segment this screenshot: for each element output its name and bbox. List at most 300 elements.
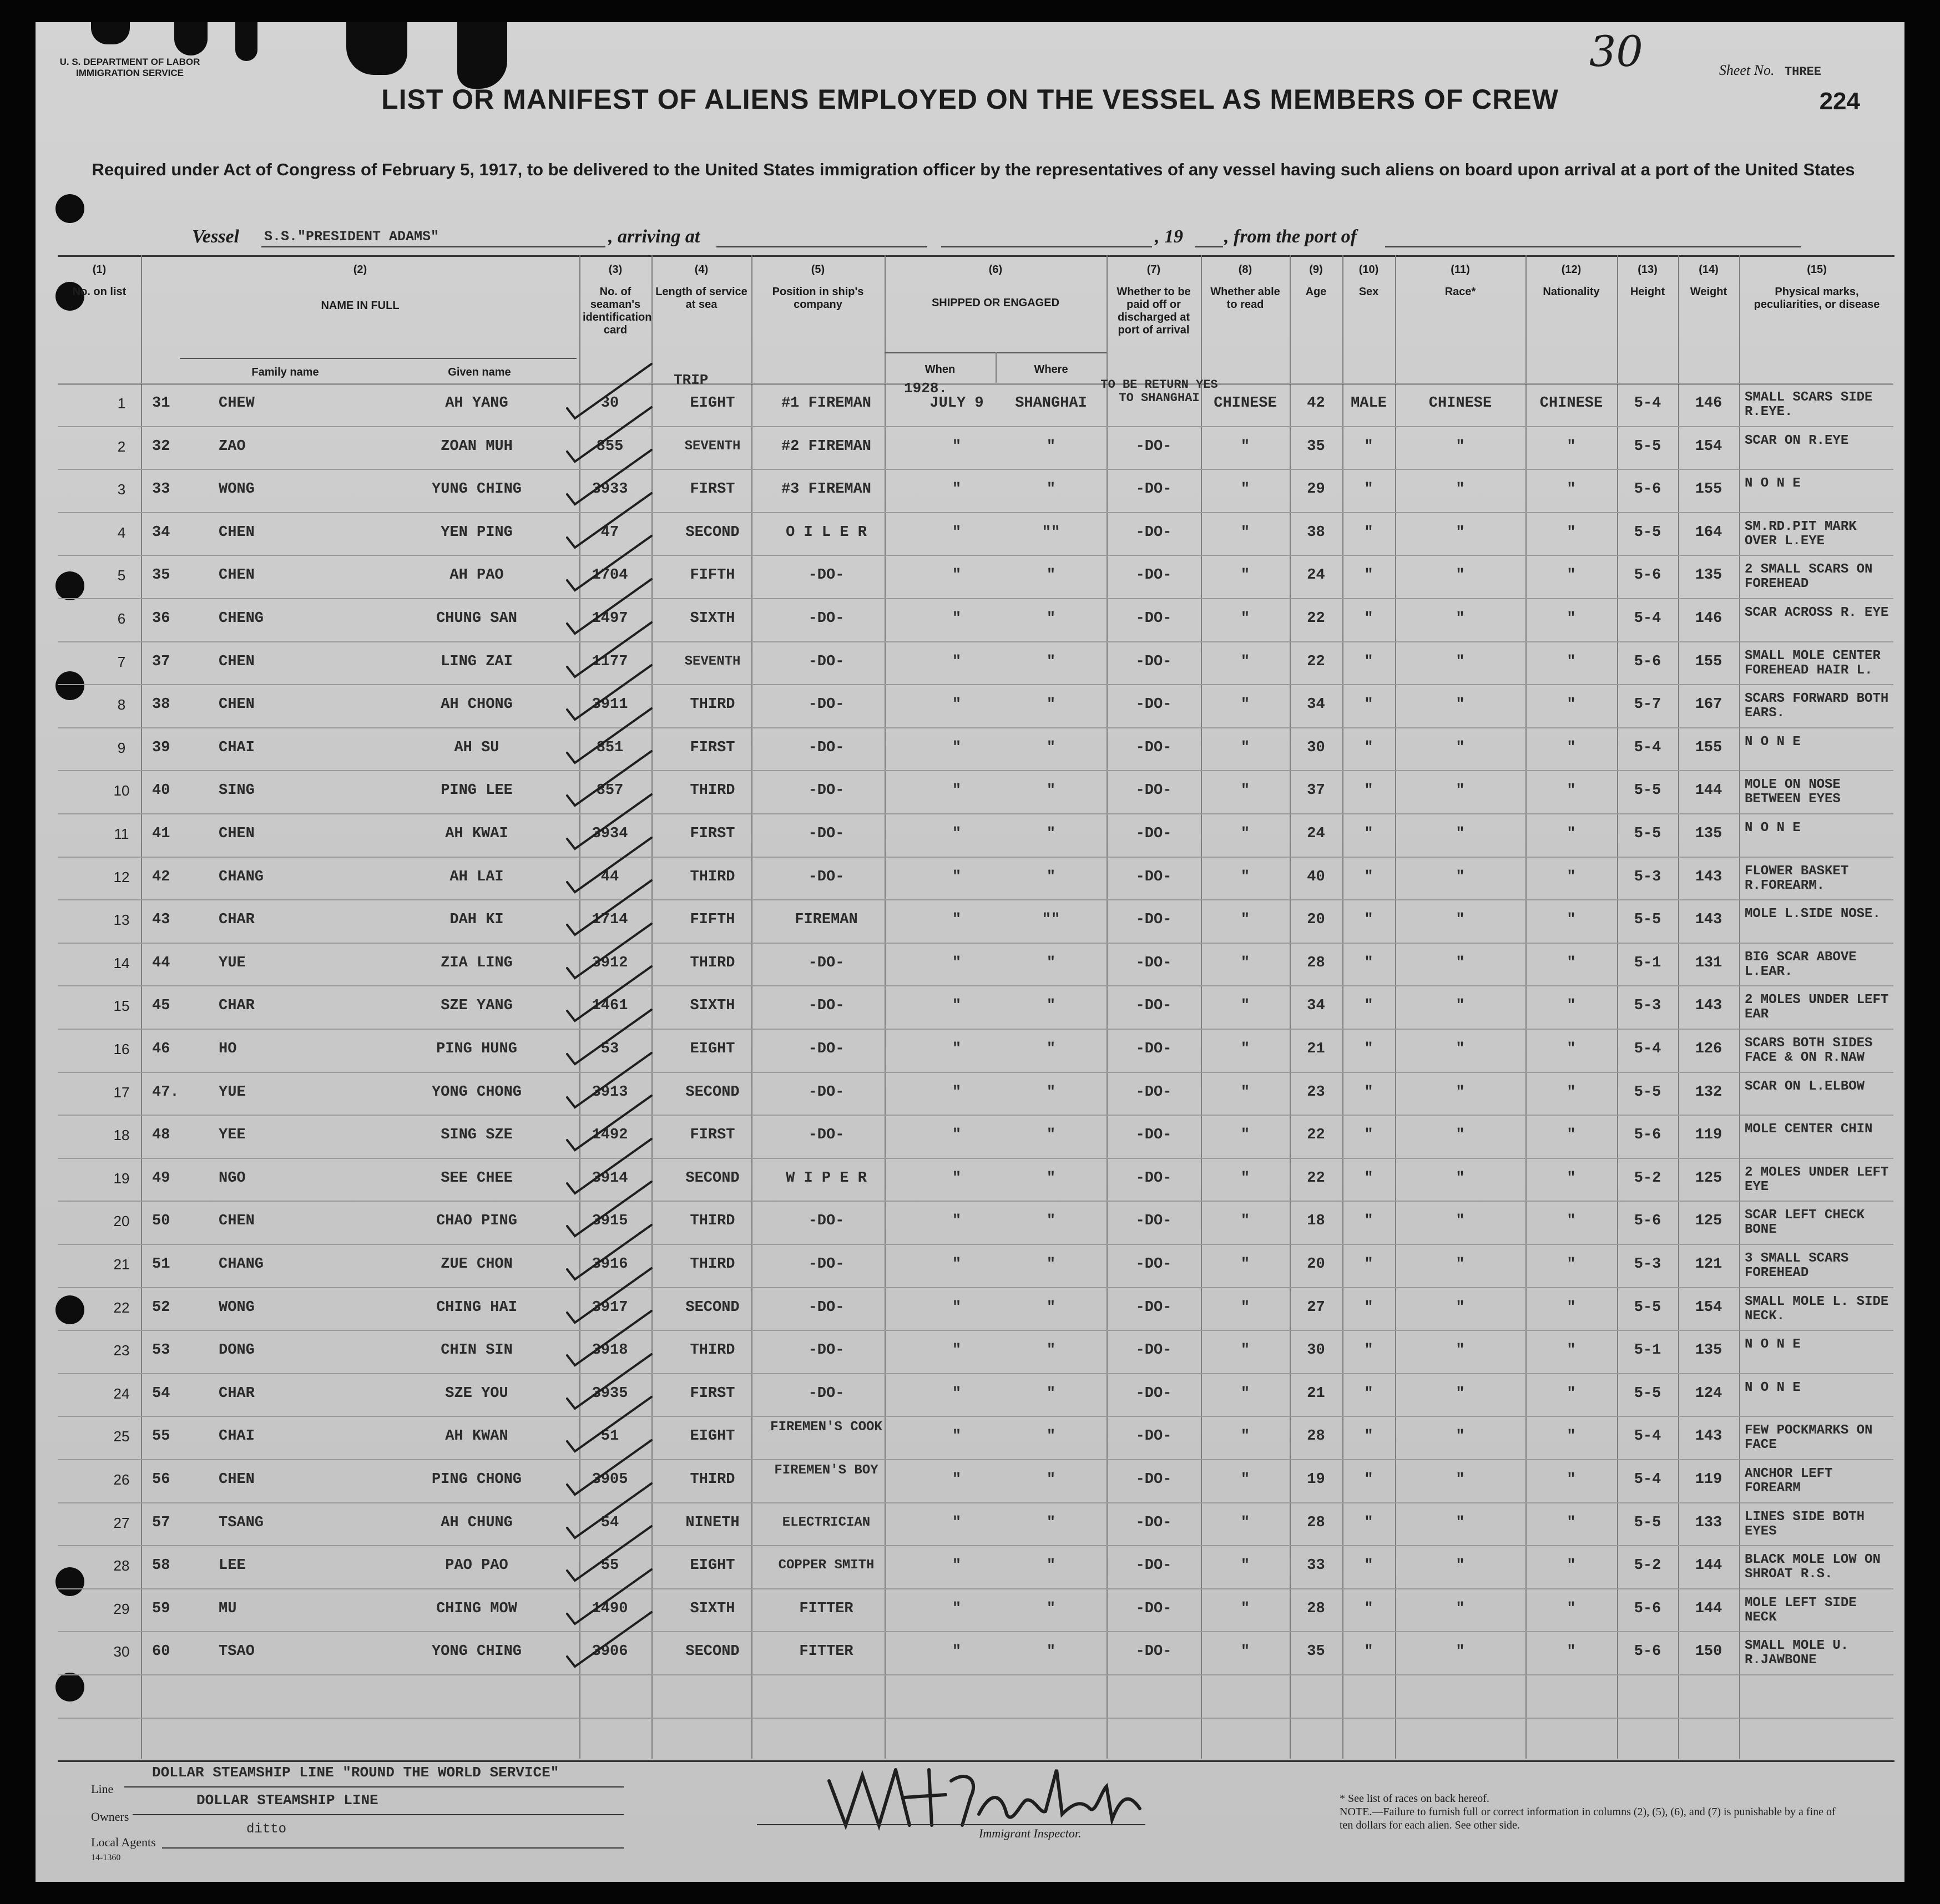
race: " bbox=[1456, 826, 1465, 842]
ship-position: W I P E R bbox=[786, 1169, 867, 1187]
shipped-when: " bbox=[952, 524, 962, 541]
weight: 119 bbox=[1695, 1127, 1722, 1144]
seaman-card-number: 1490 bbox=[592, 1600, 628, 1617]
given-name: PING HUNG bbox=[436, 1041, 517, 1057]
ship-position: #3 FIREMAN bbox=[781, 481, 872, 498]
physical-marks: SCAR ON L.ELBOW bbox=[1745, 1078, 1865, 1094]
shipped-where-header: Where bbox=[1034, 363, 1068, 376]
row-line-number: 15 bbox=[113, 997, 130, 1015]
column-label: Physical marks, peculiarities, or disease bbox=[1754, 286, 1880, 311]
able-to-read: " bbox=[1240, 610, 1250, 627]
row-rule bbox=[58, 857, 1893, 858]
given-name: PING LEE bbox=[441, 782, 513, 799]
sheet-label: Sheet No. bbox=[1719, 62, 1775, 78]
family-name: CHAR bbox=[219, 912, 255, 929]
length-of-service: SECOND bbox=[685, 1643, 740, 1660]
sex: " bbox=[1364, 1041, 1373, 1057]
height: 5-4 bbox=[1634, 1471, 1661, 1488]
height: 5-5 bbox=[1634, 1514, 1661, 1531]
seaman-card-number: 851 bbox=[596, 739, 624, 756]
row-list-number: 46 bbox=[152, 1041, 170, 1057]
given-name: YEN PING bbox=[441, 524, 513, 541]
weight: 135 bbox=[1695, 826, 1722, 842]
row-list-number: 59 bbox=[152, 1600, 170, 1617]
able-to-read: " bbox=[1240, 1041, 1250, 1057]
column-number: (1) bbox=[92, 264, 107, 276]
row-line-number: 6 bbox=[117, 610, 126, 627]
family-name: TSANG bbox=[219, 1514, 264, 1531]
shipped-when: " bbox=[952, 1385, 962, 1402]
seaman-card-number: 3905 bbox=[592, 1471, 628, 1488]
seaman-card-number: 53 bbox=[600, 1041, 619, 1057]
shipped-when: " bbox=[952, 1299, 962, 1316]
row-line-number: 30 bbox=[113, 1643, 130, 1660]
height: 5-6 bbox=[1634, 1600, 1661, 1617]
shipped-where: " bbox=[1046, 1471, 1056, 1488]
row-line-number: 1 bbox=[117, 395, 126, 412]
nationality: CHINESE bbox=[1539, 395, 1603, 412]
age: 28 bbox=[1307, 1514, 1325, 1531]
family-name: YEE bbox=[219, 1127, 246, 1144]
weight: 154 bbox=[1695, 1299, 1722, 1316]
shipped-when: " bbox=[952, 912, 962, 929]
length-of-service: THIRD bbox=[690, 954, 735, 971]
owners-underline bbox=[133, 1814, 624, 1815]
row-rule bbox=[58, 598, 1893, 599]
row-line-number: 28 bbox=[113, 1557, 130, 1574]
row-rule bbox=[58, 1718, 1893, 1719]
row-list-number: 48 bbox=[152, 1127, 170, 1144]
sex: " bbox=[1364, 1127, 1373, 1144]
age: 35 bbox=[1307, 1643, 1325, 1660]
race: " bbox=[1456, 782, 1465, 799]
length-of-service: SECOND bbox=[685, 1083, 740, 1101]
shipped-where: " bbox=[1046, 1428, 1056, 1445]
age: 20 bbox=[1307, 1256, 1325, 1273]
height: 5-5 bbox=[1634, 1299, 1661, 1316]
seaman-card-number: 3916 bbox=[592, 1256, 628, 1273]
row-rule bbox=[58, 1459, 1893, 1460]
family-name: CHANG bbox=[219, 1256, 264, 1273]
weight: 164 bbox=[1695, 524, 1722, 541]
shipped-when: " bbox=[952, 1342, 962, 1359]
age: 21 bbox=[1307, 1041, 1325, 1057]
row-list-number: 43 bbox=[152, 912, 170, 929]
weight: 146 bbox=[1695, 610, 1722, 627]
able-to-read: " bbox=[1240, 1169, 1250, 1187]
ink-blot bbox=[457, 22, 507, 89]
height: 5-1 bbox=[1634, 954, 1661, 971]
ship-position: -DO- bbox=[808, 954, 845, 971]
race: " bbox=[1456, 610, 1465, 627]
height: 5-6 bbox=[1634, 567, 1661, 584]
shipped-when: " bbox=[952, 481, 962, 498]
seaman-card-number: 1714 bbox=[592, 912, 628, 929]
age: 28 bbox=[1307, 1600, 1325, 1617]
shipped-when: " bbox=[952, 567, 962, 584]
shipped-where: " bbox=[1046, 1083, 1056, 1101]
inspector-underline bbox=[757, 1824, 1145, 1825]
physical-marks: MOLE LEFT SIDE NECK bbox=[1745, 1595, 1857, 1625]
weight: 154 bbox=[1695, 438, 1722, 455]
ship-position: -DO- bbox=[808, 868, 845, 885]
height: 5-7 bbox=[1634, 696, 1661, 713]
nationality: " bbox=[1567, 739, 1576, 756]
row-rule bbox=[58, 555, 1893, 556]
paid-off-status: -DO- bbox=[1135, 1127, 1172, 1144]
shipped-when: " bbox=[952, 1643, 962, 1660]
shipped-where: " bbox=[1046, 1643, 1056, 1660]
weight: 144 bbox=[1695, 1557, 1722, 1574]
race: " bbox=[1456, 1041, 1465, 1057]
shipped-where: " bbox=[1046, 481, 1056, 498]
height: 5-4 bbox=[1634, 610, 1661, 627]
row-line-number: 3 bbox=[117, 481, 126, 498]
ink-blot bbox=[235, 22, 257, 61]
length-of-service: EIGHT bbox=[690, 1428, 735, 1445]
length-of-service: THIRD bbox=[690, 1471, 735, 1488]
length-of-service: THIRD bbox=[690, 868, 735, 885]
paid-off-status: -DO- bbox=[1135, 997, 1172, 1015]
row-line-number: 17 bbox=[113, 1083, 130, 1101]
given-name: ZUE CHON bbox=[441, 1256, 513, 1273]
height: 5-2 bbox=[1634, 1169, 1661, 1187]
given-name-header: Given name bbox=[448, 366, 511, 378]
shipped-where: " bbox=[1046, 1213, 1056, 1230]
nationality: " bbox=[1567, 567, 1576, 584]
family-name: WONG bbox=[219, 1299, 255, 1316]
shipped-when: " bbox=[952, 997, 962, 1015]
row-line-number: 11 bbox=[114, 826, 129, 842]
vessel-label: Vessel bbox=[192, 226, 239, 247]
family-name: WONG bbox=[219, 481, 255, 498]
owners-value: DOLLAR STEAMSHIP LINE bbox=[196, 1792, 378, 1809]
row-rule bbox=[58, 469, 1893, 470]
row-line-number: 20 bbox=[113, 1213, 130, 1230]
shipped-where: SHANGHAI bbox=[1015, 395, 1087, 412]
row-list-number: 38 bbox=[152, 696, 170, 713]
column-label: Age bbox=[1305, 286, 1327, 298]
family-name: SING bbox=[219, 782, 255, 799]
shipped-when: " bbox=[952, 782, 962, 799]
nationality: " bbox=[1567, 1299, 1576, 1316]
row-list-number: 53 bbox=[152, 1342, 170, 1359]
sex: " bbox=[1364, 653, 1373, 670]
row-line-number: 19 bbox=[113, 1169, 130, 1187]
able-to-read: " bbox=[1240, 1600, 1250, 1617]
family-name: CHEN bbox=[219, 696, 255, 713]
seaman-card-number: 30 bbox=[600, 395, 619, 412]
weight: 125 bbox=[1695, 1169, 1722, 1187]
service-trip-label: TRIP bbox=[674, 372, 709, 388]
family-name: CHENG bbox=[219, 610, 264, 627]
department-name: U. S. DEPARTMENT OF LABOR bbox=[59, 57, 200, 67]
seaman-card-number: 3914 bbox=[592, 1169, 628, 1187]
name-subheader-rule bbox=[180, 358, 577, 359]
column-number: (3) bbox=[608, 264, 623, 276]
nationality: " bbox=[1567, 1127, 1576, 1144]
age: 34 bbox=[1307, 997, 1325, 1015]
arriving-underline bbox=[716, 246, 927, 247]
sex: " bbox=[1364, 868, 1373, 885]
weight: 144 bbox=[1695, 1600, 1722, 1617]
row-list-number: 44 bbox=[152, 954, 170, 971]
physical-marks: SCAR ON R.EYE bbox=[1745, 433, 1849, 448]
race: " bbox=[1456, 1385, 1465, 1402]
line-value: DOLLAR STEAMSHIP LINE "ROUND THE WORLD SERVICE" bbox=[152, 1764, 559, 1781]
nationality: " bbox=[1567, 912, 1576, 929]
seaman-card-number: 44 bbox=[600, 868, 619, 885]
given-name: PING CHONG bbox=[431, 1471, 522, 1488]
age: 40 bbox=[1307, 868, 1325, 885]
shipped-where: " bbox=[1046, 1169, 1056, 1187]
column-label: Whether able to read bbox=[1210, 286, 1280, 311]
physical-marks: SMALL SCARS SIDE R.EYE. bbox=[1745, 390, 1873, 419]
shipped-when: " bbox=[952, 1041, 962, 1057]
row-line-number: 26 bbox=[113, 1471, 130, 1488]
able-to-read: " bbox=[1240, 1256, 1250, 1273]
age: 22 bbox=[1307, 1127, 1325, 1144]
sex: " bbox=[1364, 912, 1373, 929]
given-name: CHING HAI bbox=[436, 1299, 517, 1316]
nationality: " bbox=[1567, 524, 1576, 541]
row-list-number: 60 bbox=[152, 1643, 170, 1660]
paid-off-status: -DO- bbox=[1135, 782, 1172, 799]
weight: 167 bbox=[1695, 696, 1722, 713]
length-of-service: SEVENTH bbox=[684, 438, 741, 454]
race: " bbox=[1456, 1299, 1465, 1316]
age: 42 bbox=[1307, 395, 1325, 412]
row-line-number: 10 bbox=[113, 782, 130, 799]
given-name: DAH KI bbox=[449, 912, 504, 929]
race: " bbox=[1456, 912, 1465, 929]
sex: " bbox=[1364, 524, 1373, 541]
nationality: " bbox=[1567, 782, 1576, 799]
shipped-where: " bbox=[1046, 1299, 1056, 1316]
row-line-number: 13 bbox=[113, 912, 130, 929]
sex: " bbox=[1364, 1169, 1373, 1187]
race: " bbox=[1456, 438, 1465, 455]
seaman-card-number: 3912 bbox=[592, 954, 628, 971]
height: 5-3 bbox=[1634, 997, 1661, 1015]
race: " bbox=[1456, 696, 1465, 713]
physical-marks: N O N E bbox=[1745, 821, 1801, 835]
row-rule bbox=[58, 1416, 1893, 1417]
shipped-where: " bbox=[1046, 868, 1056, 885]
given-name: SZE YANG bbox=[441, 997, 513, 1015]
agents-label: Local Agents bbox=[91, 1835, 156, 1849]
shipped-when: " bbox=[952, 1514, 962, 1531]
able-to-read: " bbox=[1240, 912, 1250, 929]
given-name: AH LAI bbox=[449, 868, 504, 885]
column-number: (10) bbox=[1358, 264, 1379, 276]
able-to-read: " bbox=[1240, 1428, 1250, 1445]
shipped-when: " bbox=[952, 610, 962, 627]
ship-position: #1 FIREMAN bbox=[781, 395, 872, 412]
vessel-line bbox=[192, 226, 1885, 249]
physical-marks: 2 MOLES UNDER LEFT EYE bbox=[1745, 1164, 1889, 1194]
weight: 155 bbox=[1695, 481, 1722, 498]
row-line-number: 24 bbox=[113, 1385, 130, 1402]
nationality: " bbox=[1567, 1428, 1576, 1445]
row-rule bbox=[58, 1330, 1893, 1331]
shipped-where: " bbox=[1046, 954, 1056, 971]
able-to-read: " bbox=[1240, 1385, 1250, 1402]
row-line-number: 22 bbox=[113, 1299, 130, 1316]
length-of-service: THIRD bbox=[690, 1213, 735, 1230]
sex: " bbox=[1364, 696, 1373, 713]
weight: 133 bbox=[1695, 1514, 1722, 1531]
nationality: " bbox=[1567, 1256, 1576, 1273]
paid-off-status: -DO- bbox=[1135, 1213, 1172, 1230]
row-line-number: 29 bbox=[113, 1600, 130, 1617]
ship-position: #2 FIREMAN bbox=[781, 438, 872, 455]
given-name: AH CHONG bbox=[441, 696, 513, 713]
height: 5-6 bbox=[1634, 1213, 1661, 1230]
arriving-label: , arriving at bbox=[608, 226, 700, 247]
age: 22 bbox=[1307, 610, 1325, 627]
paid-off-status: -DO- bbox=[1135, 1600, 1172, 1617]
length-of-service: EIGHT bbox=[690, 395, 735, 412]
ship-position: -DO- bbox=[808, 1385, 845, 1402]
length-of-service: FIRST bbox=[690, 1127, 735, 1144]
given-name: CHUNG SAN bbox=[436, 610, 517, 627]
weight: 131 bbox=[1695, 954, 1722, 971]
weight: 143 bbox=[1695, 868, 1722, 885]
nationality: " bbox=[1567, 1213, 1576, 1230]
physical-marks: N O N E bbox=[1745, 476, 1801, 492]
row-rule bbox=[58, 383, 1893, 384]
length-of-service: EIGHT bbox=[690, 1041, 735, 1057]
sex: " bbox=[1364, 1299, 1373, 1316]
seaman-card-number: 3906 bbox=[592, 1643, 628, 1660]
nationality: " bbox=[1567, 1514, 1576, 1531]
row-list-number: 54 bbox=[152, 1385, 170, 1402]
row-rule bbox=[58, 1072, 1893, 1073]
shipped-when: " bbox=[952, 1557, 962, 1574]
row-list-number: 52 bbox=[152, 1299, 170, 1316]
owners-label: Owners bbox=[91, 1810, 129, 1824]
shipped-where: " bbox=[1046, 1041, 1056, 1057]
given-name: AH PAO bbox=[449, 567, 504, 584]
shipped-when: " bbox=[952, 1213, 962, 1230]
physical-marks: LINES SIDE BOTH EYES bbox=[1745, 1509, 1865, 1539]
ship-position: FITTER bbox=[799, 1643, 853, 1660]
row-list-number: 40 bbox=[152, 782, 170, 799]
row-list-number: 56 bbox=[152, 1471, 170, 1488]
weight: 155 bbox=[1695, 739, 1722, 756]
shipped-where: " bbox=[1046, 1342, 1056, 1359]
race: " bbox=[1456, 1643, 1465, 1660]
column-label: Whether to be paid off or discharged at port of arrival bbox=[1116, 286, 1191, 336]
row-line-number: 14 bbox=[113, 954, 130, 971]
shipped-where: "" bbox=[1042, 912, 1060, 929]
column-label: Length of service at sea bbox=[655, 286, 747, 311]
column-number: (14) bbox=[1699, 264, 1719, 276]
family-name: CHAR bbox=[219, 1385, 255, 1402]
page-subtitle: Required under Act of Congress of February 5, 1917, to be delivered to the United States immigration officer by the representatives of any vessel having such aliens on board upon arrival at a port of the United States bbox=[92, 160, 1855, 179]
check-mark bbox=[563, 1609, 657, 1670]
column-number: (13) bbox=[1638, 264, 1658, 276]
physical-marks: SMALL MOLE U. R.JAWBONE bbox=[1745, 1638, 1849, 1668]
height: 5-5 bbox=[1634, 826, 1661, 842]
sex: " bbox=[1364, 739, 1373, 756]
row-rule bbox=[58, 727, 1893, 728]
shipped-when: " bbox=[952, 696, 962, 713]
able-to-read: " bbox=[1240, 1213, 1250, 1230]
shipped-where: " bbox=[1046, 739, 1056, 756]
nationality: " bbox=[1567, 868, 1576, 885]
row-rule bbox=[58, 1029, 1893, 1030]
paid-off-status: -DO- bbox=[1135, 1256, 1172, 1273]
ship-position: -DO- bbox=[808, 1127, 845, 1144]
ship-position: -DO- bbox=[808, 1083, 845, 1101]
family-name: CHEN bbox=[219, 1471, 255, 1488]
paid-off-status: -DO- bbox=[1135, 1471, 1172, 1488]
paid-off-status: -DO- bbox=[1135, 567, 1172, 584]
age: 24 bbox=[1307, 826, 1325, 842]
weight: 143 bbox=[1695, 1428, 1722, 1445]
ship-position: FIREMEN'S COOK bbox=[770, 1420, 882, 1435]
agents-underline bbox=[162, 1847, 624, 1849]
races-note: * See list of races on back hereof. bbox=[1340, 1792, 1489, 1805]
row-rule bbox=[58, 985, 1893, 986]
race: " bbox=[1456, 1256, 1465, 1273]
age: 38 bbox=[1307, 524, 1325, 541]
shipped-where: " bbox=[1046, 1514, 1056, 1531]
able-to-read: " bbox=[1240, 868, 1250, 885]
sex: " bbox=[1364, 954, 1373, 971]
weight: 124 bbox=[1695, 1385, 1722, 1402]
sex: " bbox=[1364, 1342, 1373, 1359]
age: 29 bbox=[1307, 481, 1325, 498]
sex: " bbox=[1364, 1083, 1373, 1101]
row-line-number: 8 bbox=[117, 696, 126, 713]
weight: 135 bbox=[1695, 567, 1722, 584]
weight: 126 bbox=[1695, 1041, 1722, 1057]
able-to-read: " bbox=[1240, 567, 1250, 584]
weight: 146 bbox=[1695, 395, 1722, 412]
given-name: PAO PAO bbox=[445, 1557, 508, 1574]
sex: " bbox=[1364, 1428, 1373, 1445]
seaman-card-number: 3913 bbox=[592, 1083, 628, 1101]
age: 24 bbox=[1307, 567, 1325, 584]
seaman-card-number: 3911 bbox=[592, 696, 628, 713]
family-name: CHAR bbox=[219, 997, 255, 1015]
race: " bbox=[1456, 1514, 1465, 1531]
able-to-read: " bbox=[1240, 696, 1250, 713]
row-list-number: 36 bbox=[152, 610, 170, 627]
column-number: (15) bbox=[1807, 264, 1827, 276]
row-rule bbox=[58, 1545, 1893, 1546]
column-number: (4) bbox=[694, 264, 709, 276]
length-of-service: FIRST bbox=[690, 1385, 735, 1402]
physical-marks: BIG SCAR ABOVE L.EAR. bbox=[1745, 949, 1857, 979]
given-name: AH YANG bbox=[445, 395, 508, 412]
paid-off-status: -DO- bbox=[1135, 826, 1172, 842]
height: 5-5 bbox=[1634, 438, 1661, 455]
shipped-year: 1928. bbox=[904, 380, 948, 397]
sex: " bbox=[1364, 826, 1373, 842]
paid-off-status: -DO- bbox=[1135, 524, 1172, 541]
given-name: AH SU bbox=[454, 739, 499, 756]
row-list-number: 37 bbox=[152, 653, 170, 670]
shipped-when: " bbox=[952, 739, 962, 756]
paid-off-status: -DO- bbox=[1135, 1342, 1172, 1359]
physical-marks: SCAR LEFT CHECK BONE bbox=[1745, 1208, 1865, 1238]
able-to-read: " bbox=[1240, 1643, 1250, 1660]
able-to-read: " bbox=[1240, 1471, 1250, 1488]
